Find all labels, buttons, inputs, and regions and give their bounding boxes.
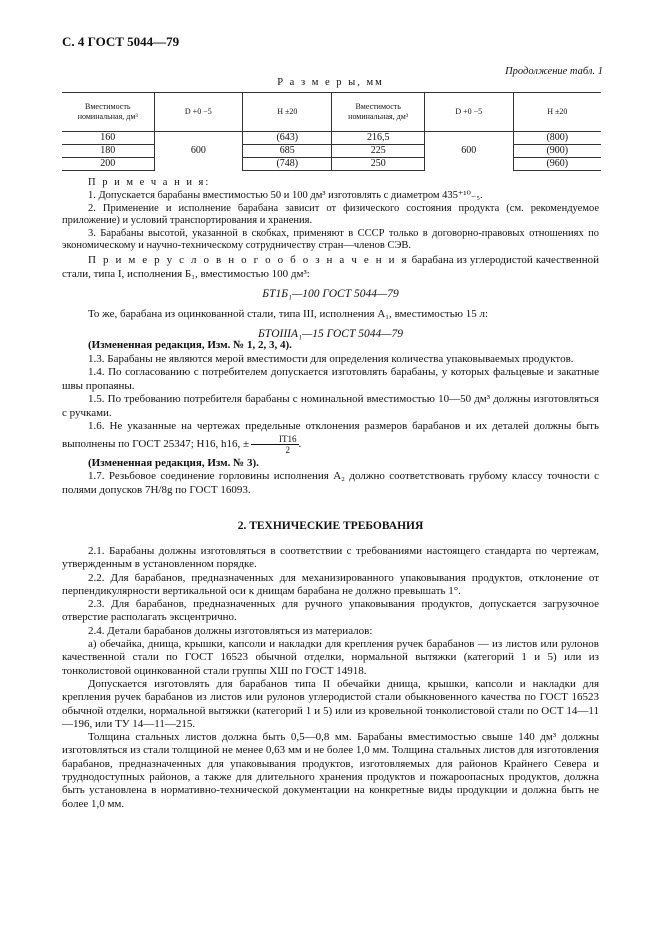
table-caption: Р а з м е р ы, мм	[277, 77, 384, 88]
table-cell: 685	[243, 145, 332, 158]
notes-title: П р и м е ч а н и я:	[88, 177, 211, 188]
note-2: 2. Применение и исполнение барабана зависит от физического состояния продукта (см. рекомендуемое приложение) и условий транспортирования и хранения.	[62, 202, 599, 227]
table-row	[62, 158, 601, 171]
note-1: 1. Допускается барабаны вместимостью 50 и 100 дм³ изготовлять с диаметром 435⁺¹⁰₋₅.	[88, 190, 483, 201]
clause-1-7: 1.7. Резьбовое соединение горловины исполнения А₂ должно соответствовать грубому классу точности с полями допусков 7Н/8g по ГОСТ 16093.	[62, 470, 599, 496]
designation-2: БТОIIIА₁—15 ГОСТ 5044—79	[258, 328, 403, 340]
clause-1-4: 1.4. По согласованию с потребителем допускается изготовлять барабаны, у которых фальцевые и закатные швы пропаяны.	[62, 366, 599, 392]
table-cell-d-right: 600	[424, 132, 513, 171]
table-cell: 250	[332, 158, 425, 171]
revision-note-2: (Измененная редакция, Изм. № 3).	[88, 456, 259, 469]
example-label: П р и м е р у с л о в н о г о о б о з н а ч е н и я	[88, 254, 409, 266]
table-cell: (643)	[243, 132, 332, 145]
table-cell: 200	[62, 158, 154, 171]
clause-2-1: 2.1. Барабаны должны изготовляться в соответствии с требованиями настоящего стандарта по чертежам, утвержденным в установленном порядке.	[62, 545, 599, 571]
clause-2-3: 2.3. Для барабанов, предназначенных для ручного упаковывания продуктов, допускается загрузочное отверстие располагать эксцентрично.	[62, 598, 599, 624]
table-header-row	[62, 93, 601, 132]
table-cell: 216,5	[332, 132, 425, 145]
col-header-capacity-2: Вместимость номинальная, дм³	[332, 93, 425, 132]
section-2-body	[62, 545, 599, 811]
example-text-1: барабана из углеродистой качественной стали, типа I, исполнения Б₁, вместимостью 100 дм³:	[62, 254, 599, 280]
table-cell: (800)	[513, 132, 601, 145]
clause-1-3: 1.3. Барабаны не являются мерой вместимости для определения количества упаковываемых продуктов.	[88, 352, 574, 365]
page-header: С. 4 ГОСТ 5044—79	[62, 34, 180, 49]
fraction-numerator: IT16	[251, 434, 299, 445]
clause-2-4: 2.4. Детали барабанов должны изготовляться из материалов:	[88, 624, 373, 637]
clause-1-6-text: 1.6. Не указанные на чертежах предельные отклонения размеров барабанов и их деталей должны быть выполнены по ГОСТ 25347; H16, h16, ±	[62, 420, 599, 450]
table-cell: (900)	[513, 145, 601, 158]
clause-2-2: 2.2. Для барабанов, предназначенных для механизированного упаковывания продуктов, отклонение от перпендикулярности вертикальной оси к днищам барабана не должно превышать 1°.	[62, 571, 599, 597]
clause-2-4-a: а) обечайка, днища, крышки, капсоли и накладки для крепления ручек барабанов — из листов или рулонов качественной стали по ГОСТ 16523 обычной отделки, нормальной вытяжки (категорий 1 и 5) или из тонколистовой оцинкованной стали группы ХШ по ГОСТ 14918.	[62, 638, 599, 677]
example-text-2: То же, барабана из оцинкованной стали, типа III, исполнения А₁, вместимостью 15 л:	[88, 307, 489, 320]
clause-1-5: 1.5. По требованию потребителя барабаны с номинальной вместимостью 10—50 дм³ должны изготовляться с ручками.	[62, 393, 599, 419]
clauses-block	[62, 339, 599, 497]
designation-1: БТ1Б₁—100 ГОСТ 5044—79	[262, 288, 399, 300]
tolerance-fraction	[251, 434, 299, 455]
col-header-h-1: H ±20	[243, 93, 332, 132]
section-2-title: 2. ТЕХНИЧЕСКИЕ ТРЕБОВАНИЯ	[237, 520, 424, 532]
table-cell: 180	[62, 145, 154, 158]
revision-note-1: (Измененная редакция, Изм. № 1, 2, 3, 4).	[88, 339, 292, 351]
clause-2-4-c: Толщина стальных листов должна быть 0,5—0,8 мм. Барабаны вместимостью свыше 140 дм³ должны изготовляться из стали толщиной не менее 0,63 мм и не более 1,0 мм. Толщина стальных листов для изготовления барабанов, предназначенных для упаковывания продуктов, изготовляемых для районов Крайнего Севера и труднодоступных районов, а также для длительного хранения продуктов и пожароопасных продуктов, должна быть установлена в нормативно-технической документации на конкретные виды продукции и должна быть не более 1,0 мм.	[62, 731, 599, 810]
col-header-d-1: D +0 −5	[154, 93, 243, 132]
example-block	[62, 254, 599, 342]
col-header-h-2: H ±20	[513, 93, 601, 132]
table-row	[62, 145, 601, 158]
table-row	[62, 132, 601, 145]
col-header-capacity-1: Вместимость номинальная, дм³	[62, 93, 154, 132]
clause-1-6: 1.6. Не указанные на чертежах предельные отклонения размеров барабанов и их деталей должны быть выполнены по ГОСТ 25347; H16, h16, ± $\frac{IT16}{2}$ .	[62, 420, 599, 455]
table-cell: (748)	[243, 158, 332, 171]
fraction-denominator: 2	[285, 444, 291, 455]
table-cell: 160	[62, 132, 154, 145]
table-cell: 225	[332, 145, 425, 158]
section-2-title-wrap	[62, 520, 599, 533]
notes-block	[62, 190, 599, 253]
table-cell: (960)	[513, 158, 601, 171]
dimensions-table	[62, 92, 601, 171]
table-cell-d-left: 600	[154, 132, 243, 171]
col-header-d-2: D +0 −5	[424, 93, 513, 132]
clause-2-4-b: Допускается изготовлять для барабанов типа II обечайки днища, крышки, капсоли и накладки для крепления ручек барабанов из листов или рулонов углеродистой стали обыкновенного качества по ГОСТ 16523 обычной отделки, нормальной вытяжки (категорий 1 и 5) или из кровельной тонколистовой стали по ОСТ 14—11—196, или ТУ 14—11—215.	[62, 677, 599, 730]
table-continuation-label: Продолжение табл. 1	[505, 66, 603, 77]
example-paragraph	[62, 254, 599, 281]
note-3: 3. Барабаны высотой, указанной в скобках, применяют в СССР только в договорно-правовых отношениях по экономическому и научно-техническому сотрудничеству стран—членов СЭВ.	[62, 227, 599, 252]
